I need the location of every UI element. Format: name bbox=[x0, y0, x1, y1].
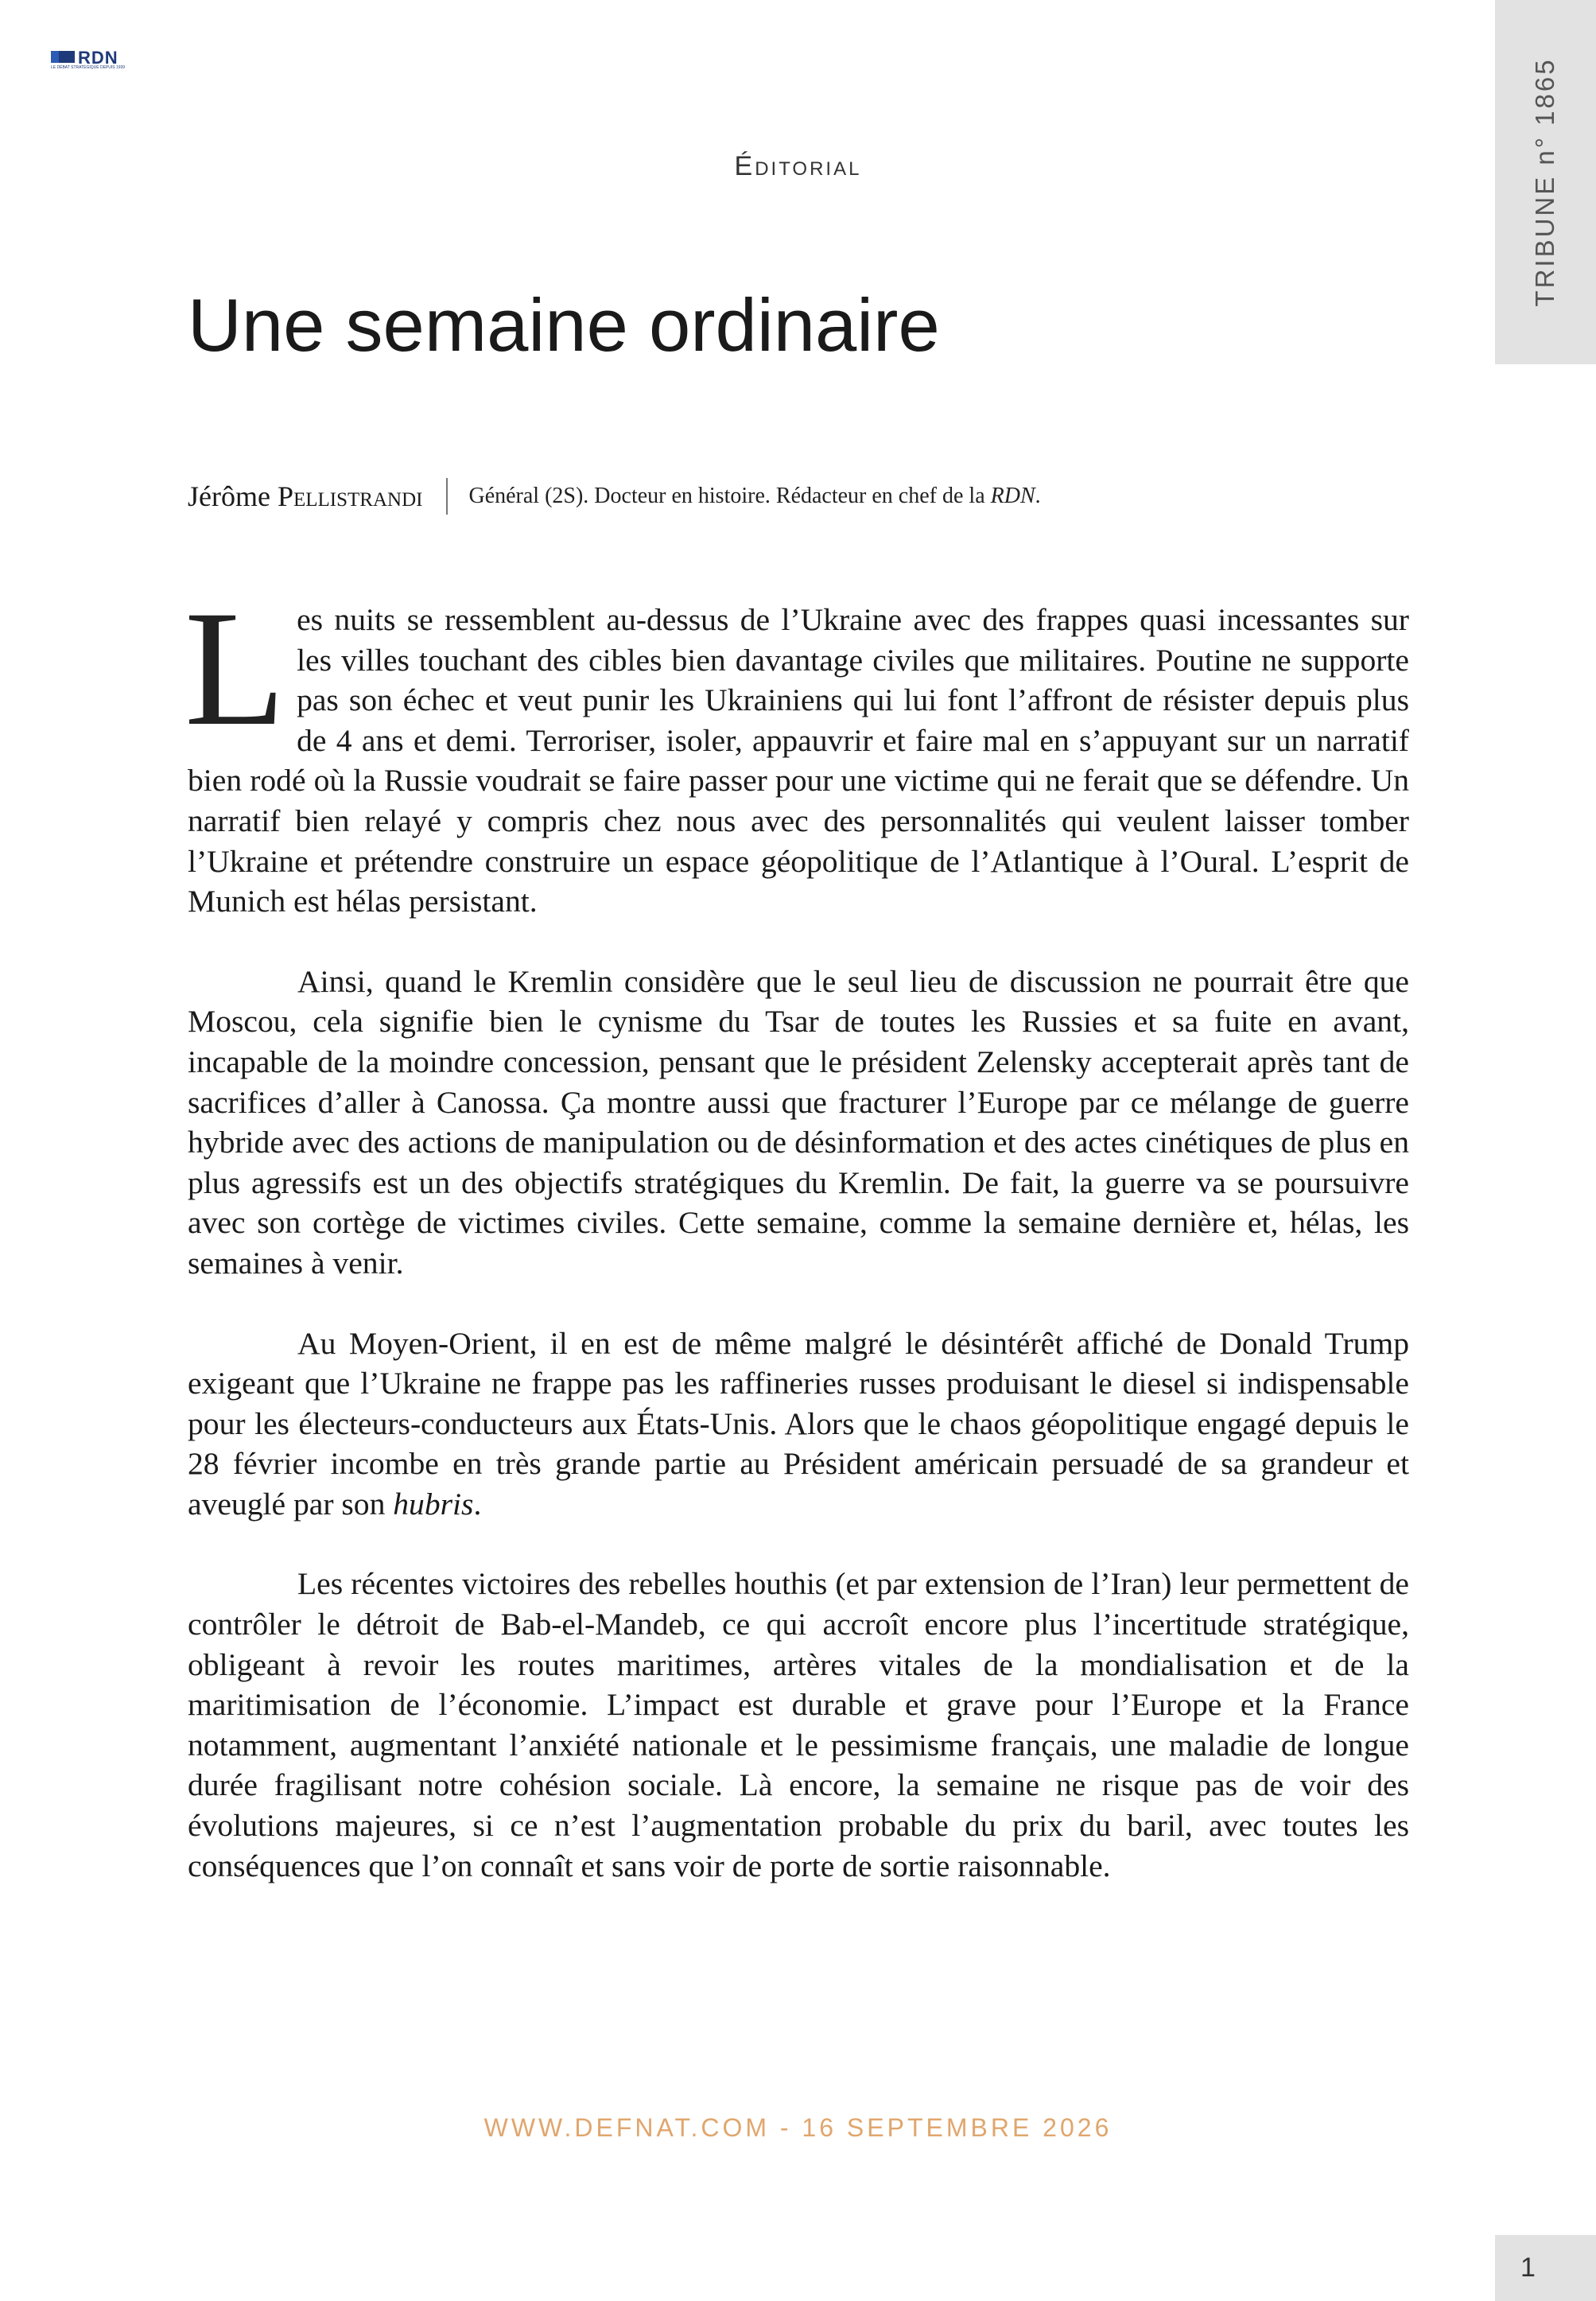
section-rubric: Éditorial bbox=[734, 151, 862, 181]
author-role-end: . bbox=[1035, 484, 1041, 508]
author-name bbox=[188, 480, 422, 513]
byline bbox=[188, 479, 1041, 514]
tribune-number: TRIBUNE n° 1865 bbox=[1530, 57, 1559, 307]
logo-tagline: LE DÉBAT STRATÉGIQUE DEPUIS 1939 bbox=[51, 65, 126, 70]
author-role bbox=[468, 484, 1040, 509]
flag-icon bbox=[51, 51, 75, 63]
paragraph-3-end: . bbox=[473, 1486, 482, 1522]
author-first-name: Jérôme bbox=[188, 480, 270, 512]
byline-divider bbox=[446, 478, 448, 515]
paragraph-3-text: Au Moyen-Orient, il en est de même malgré le désintérêt affiché de Donald Trump exigeant que l’Ukraine ne frappe pas les raffineries russes produisant le diesel si indispensable pour les électeurs-conducteurs aux États-Unis. Alors que le chaos géopolitique engagé depuis le 28 février incombe en très grande partie au Président américain persuadé de sa grandeur et aveuglé par son bbox=[188, 1325, 1409, 1522]
paragraph-1 bbox=[184, 577, 1409, 922]
author-last-name: Pellistrandi bbox=[277, 480, 423, 512]
paragraph-3 bbox=[188, 1323, 1409, 1525]
page-number: 1 bbox=[1495, 2235, 1596, 2301]
paragraph-2: Ainsi, quand le Kremlin considère que le seul lieu de discussion ne pourrait être que Moscou, cela signifie bien le cynisme du Tsar de toutes les Russies et sa fuite en avant, incapable de la moindre concession, pensant que le président Zelensky accepterait après tant de sacrifices d’aller à Canossa. Ça montre aussi que fracturer l’Europe par ce mélange de guerre hybride avec des actions de manipulation ou de désinformation et des actes cinétiques de plus en plus agressifs est un des objectifs stratégiques du Kremlin. De fait, la guerre va se poursuivre avec son cortège de victimes civiles. Cette semaine, comme la semaine dernière et, hélas, les semaines à venir. bbox=[188, 963, 1409, 1281]
tribune-side-tab bbox=[1495, 0, 1596, 364]
drop-cap: L bbox=[184, 577, 286, 760]
rdn-logo bbox=[51, 49, 140, 68]
article-body bbox=[184, 577, 1409, 1926]
footer-url-date: WWW.DEFNAT.COM - 16 SEPTEMBRE 2026 bbox=[483, 2113, 1113, 2142]
article-title: Une semaine ordinaire bbox=[188, 283, 940, 367]
paragraph-3-emphasis: hubris bbox=[393, 1486, 474, 1522]
author-role-publication: RDN bbox=[990, 484, 1035, 508]
paragraph-1-text: es nuits se ressemblent au-dessus de l’Ukraine avec des frappes quasi incessantes sur les villes touchant des cibles bien davantage civiles que militaires. Poutine ne supporte pas son échec et veut punir les Ukrainiens qui lui font l’affront de résister depuis plus de 4 ans et demi. Terroriser, isoler, appauvrir et faire mal en s’appuyant sur un narratif bien rodé où la Russie voudrait se faire passer pour une victime qui ne ferait que se défendre. Un narratif bien relayé y compris chez nous avec des personnalités qui veulent laisser tomber l’Ukraine et prétendre construire un espace géopolitique de l’Atlantique à l’Oural. L’esprit de Munich est hélas persistant. bbox=[188, 602, 1409, 919]
paragraph-4: Les récentes victoires des rebelles houthis (et par extension de l’Iran) leur permettent de contrôler le détroit de Bab-el-Mandeb, ce qui accroît encore plus l’incertitude stratégique, obligeant à revoir les routes maritimes, artères vitales de la mondialisation et de la maritimisation de l’économie. L’impact est durable et grave pour l’Europe et la France notamment, augmentant l’anxiété nationale et le pessimisme français, une maladie de longue durée fragilisant notre cohésion sociale. Là encore, la semaine ne risque pas de voir des évolutions majeures, si ce n’est l’augmentation probable du prix du baril, avec toutes les conséquences que l’on connaît et sans voir de porte de sortie raisonnable. bbox=[188, 1566, 1409, 1883]
logo-mark: RDN bbox=[78, 48, 118, 68]
author-role-text: Général (2S). Docteur en histoire. Rédacteur en chef de la bbox=[468, 484, 991, 508]
